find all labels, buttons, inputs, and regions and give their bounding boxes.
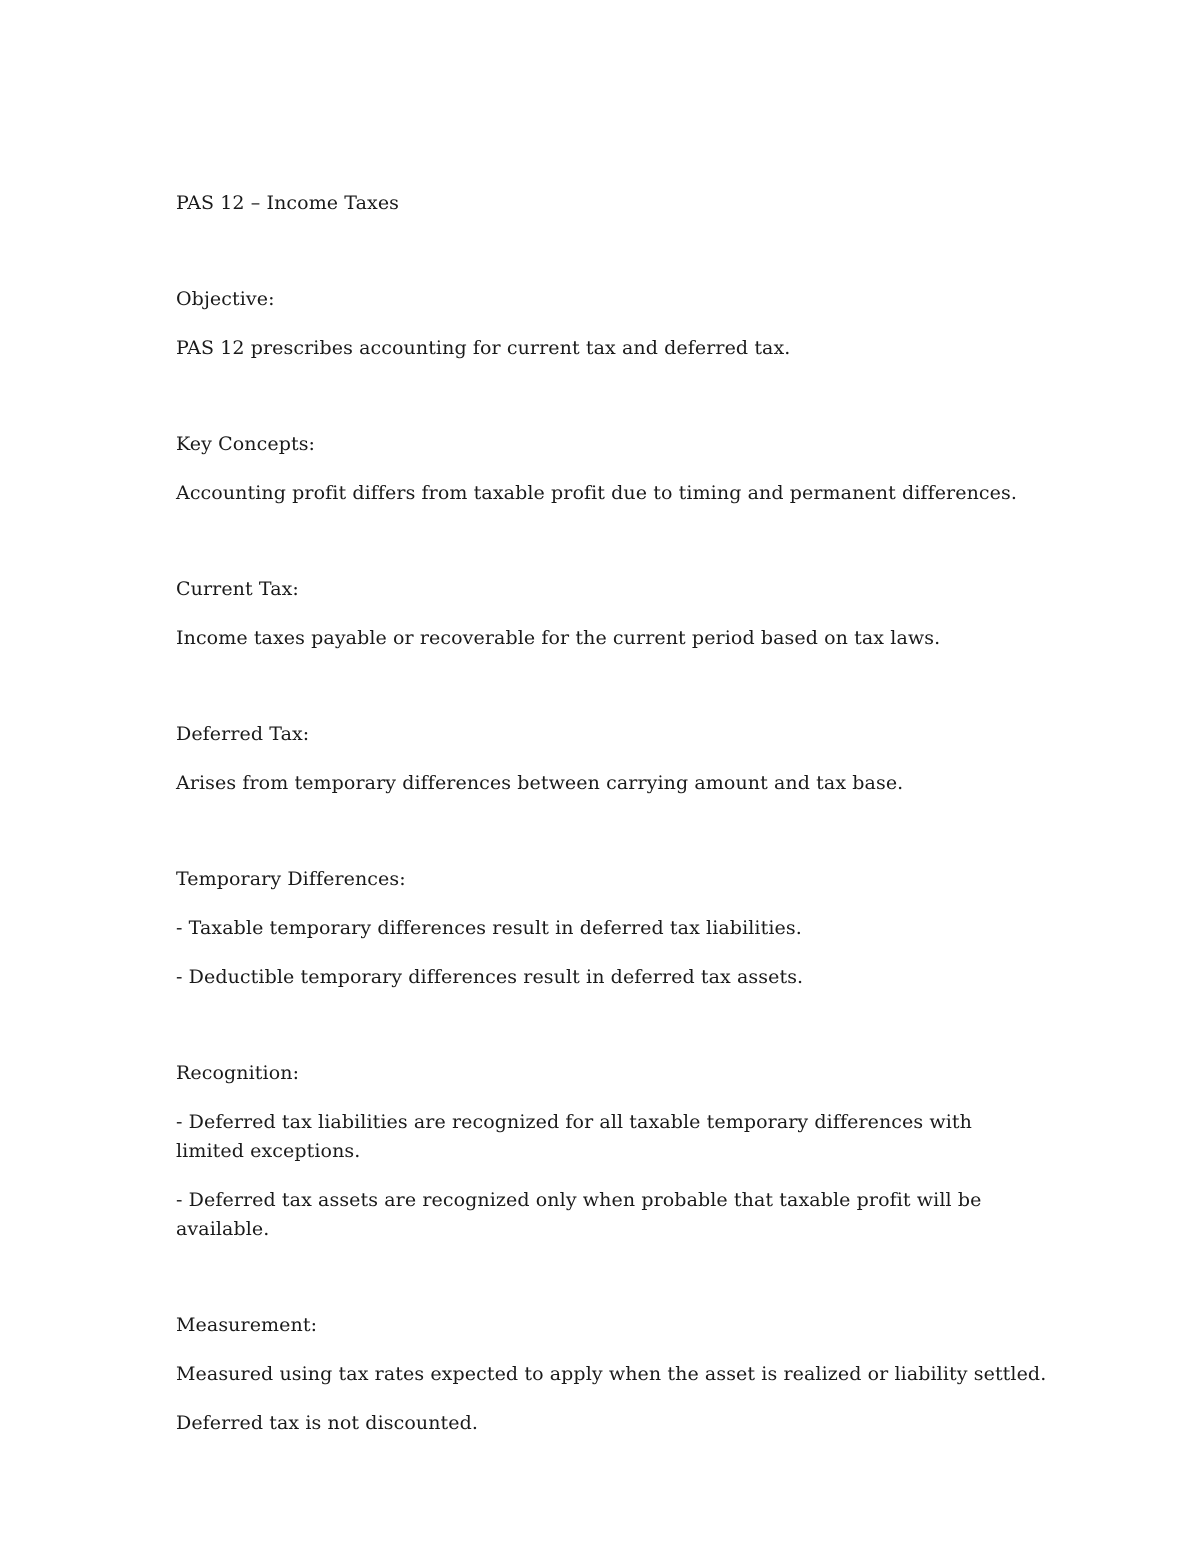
section-key-concepts <box>176 430 1056 508</box>
section-heading: Objective: <box>176 288 275 310</box>
section-text: Arises from temporary differences between carrying amount and tax base. <box>176 772 904 794</box>
section-temporary-differences <box>176 865 1056 992</box>
section-text: PAS 12 prescribes accounting for current tax and deferred tax. <box>176 337 791 359</box>
bullet-item: - Taxable temporary differences result in deferred tax liabilities. <box>176 917 802 939</box>
section-heading: Recognition: <box>176 1062 300 1084</box>
document-title: PAS 12 – Income Taxes <box>176 192 400 214</box>
section-measurement <box>176 1311 1056 1438</box>
section-heading: Key Concepts: <box>176 433 316 455</box>
bullet-item: - Deductible temporary differences result in deferred tax assets. <box>176 966 804 988</box>
section-text: Measured using tax rates expected to apply when the asset is realized or liability settled. <box>176 1363 1047 1385</box>
section-text: Deferred tax is not discounted. <box>176 1412 479 1434</box>
section-objective <box>176 285 1056 363</box>
document-page <box>176 189 1056 1458</box>
bullet-item: - Deferred tax liabilities are recognized for all taxable temporary differences with limited exceptions. <box>176 1111 972 1162</box>
section-heading: Temporary Differences: <box>176 868 406 890</box>
section-recognition <box>176 1059 1056 1244</box>
section-text: Accounting profit differs from taxable profit due to timing and permanent differences. <box>176 482 1017 504</box>
section-deferred-tax <box>176 720 1056 798</box>
section-current-tax <box>176 575 1056 653</box>
section-heading: Current Tax: <box>176 578 299 600</box>
bullet-item: - Deferred tax assets are recognized only when probable that taxable profit will be available. <box>176 1189 982 1240</box>
section-heading: Measurement: <box>176 1314 318 1336</box>
section-heading: Deferred Tax: <box>176 723 310 745</box>
section-text: Income taxes payable or recoverable for the current period based on tax laws. <box>176 627 941 649</box>
